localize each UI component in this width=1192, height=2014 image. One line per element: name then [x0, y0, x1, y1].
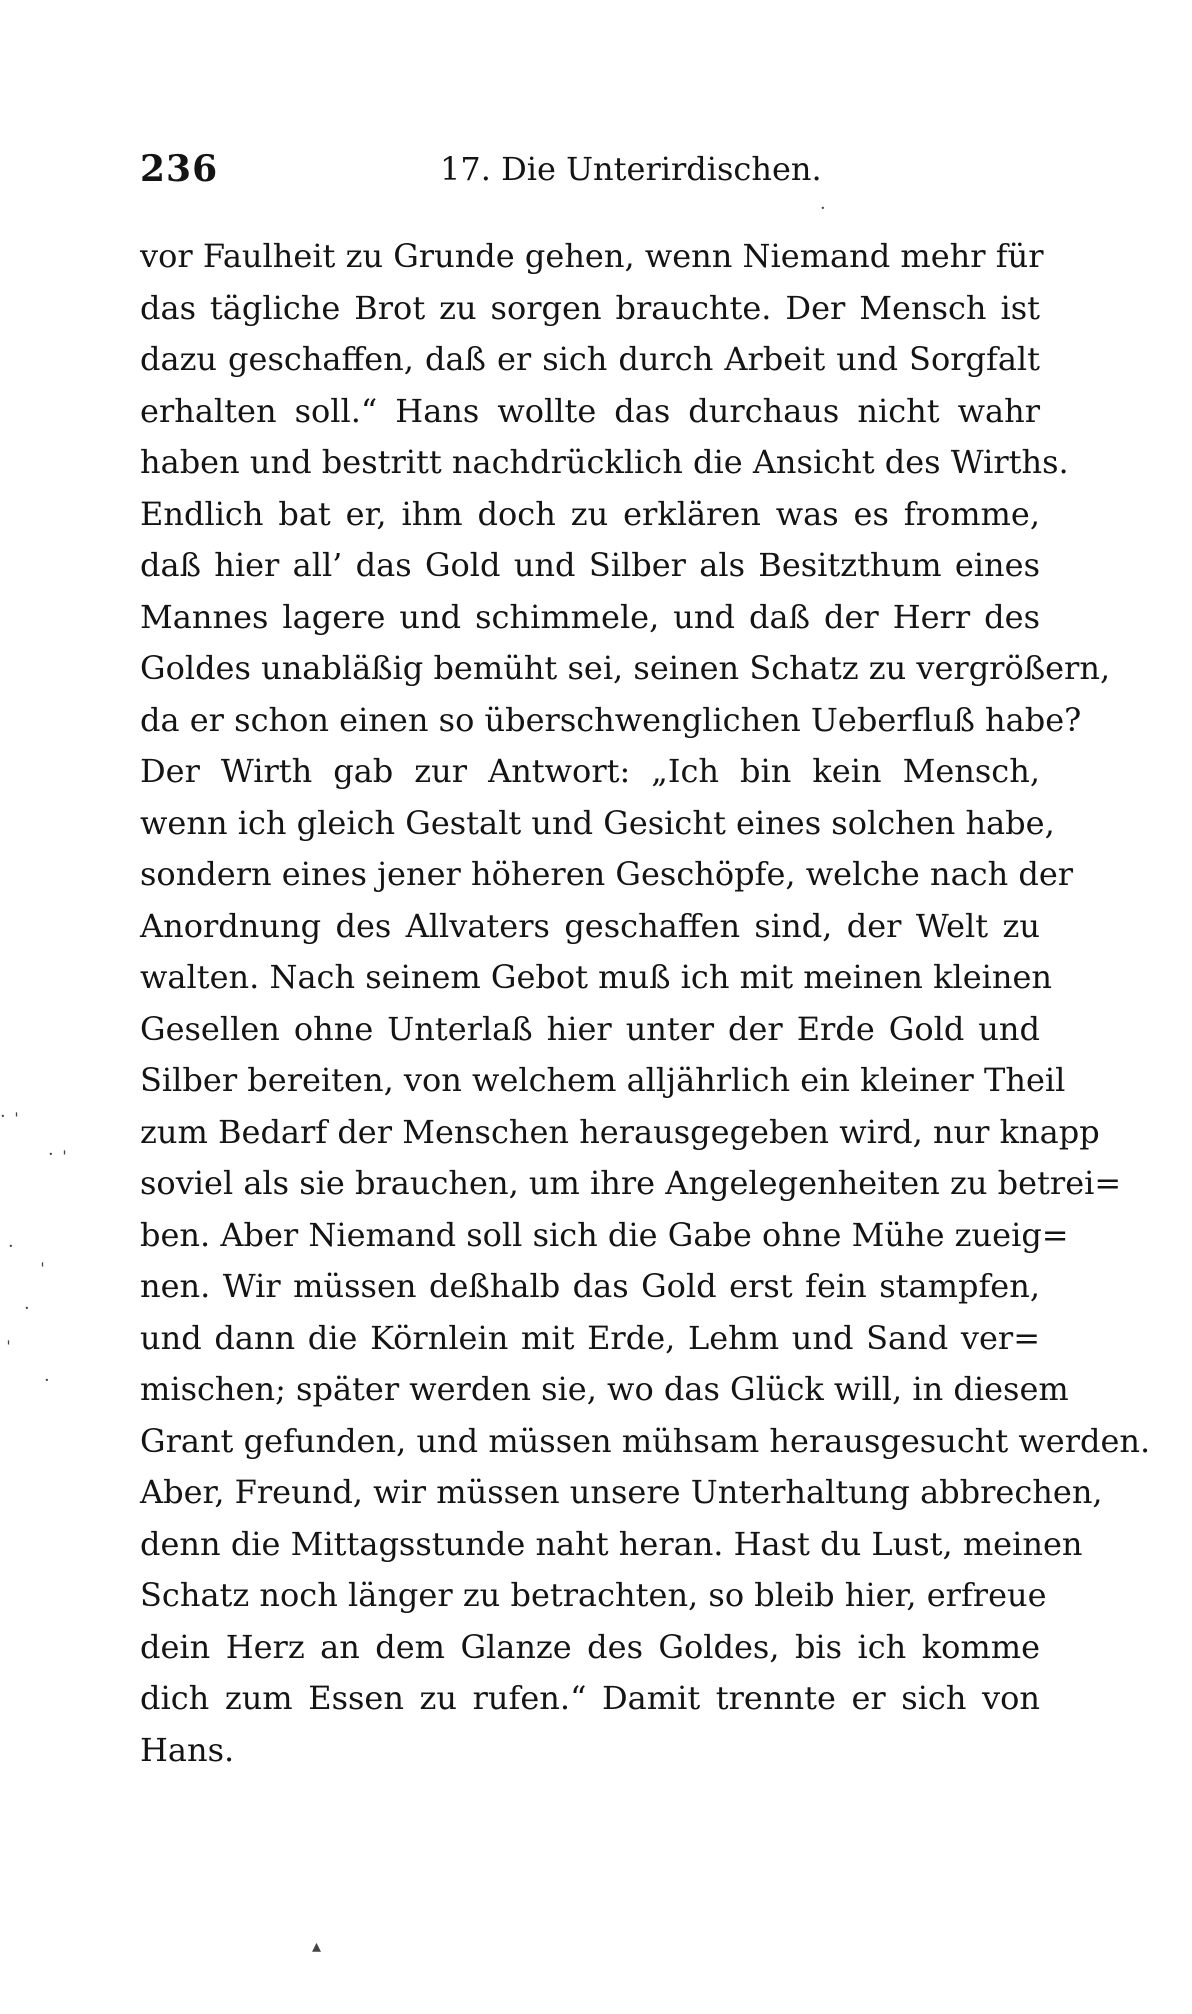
text-line: zum Bedarf der Menschen herausgegeben wird, nur knapp — [140, 1112, 1100, 1151]
text-line: mischen; später werden sie, wo das Glück will, in diesem — [140, 1370, 1069, 1408]
text-line: nen. Wir müssen deßhalb das Gold erst fein stampfen, — [140, 1267, 1040, 1305]
text-line: soviel als sie brauchen, um ihre Angelegenheiten zu betrei= — [140, 1164, 1122, 1202]
text-line: das tägliche Brot zu sorgen brauchte. Der Mensch ist — [140, 288, 1040, 327]
scan-speck: · — [0, 1106, 6, 1127]
text-line: Anordnung des Allvaters geschaffen sind, der Welt zu — [140, 906, 1040, 945]
text-line: vor Faulheit zu Grunde gehen, wenn Niemand mehr für — [140, 237, 1044, 275]
text-line: daß hier all’ das Gold und Silber als Besitzthum eines — [140, 546, 1040, 584]
scan-speck: ▴ — [312, 1936, 322, 1957]
text-line: dazu geschaffen, daß er sich durch Arbeit und Sorgfalt — [140, 340, 1040, 378]
text-line: Schatz noch länger zu betrachten, so bleib hier, erfreue — [140, 1576, 1047, 1614]
page-number: 236 — [140, 148, 219, 190]
text-line: denn die Mittagsstunde naht heran. Hast du Lust, meinen — [140, 1524, 1083, 1563]
text-line: Silber bereiten, von welchem alljährlich ein kleiner Theil — [140, 1061, 1066, 1099]
text-line: walten. Nach seinem Gebot muß ich mit meinen kleinen — [140, 958, 1053, 996]
text-line: Hans. — [140, 1730, 235, 1769]
scan-speck: · — [24, 1298, 30, 1319]
body-text — [140, 231, 1151, 1776]
scan-speck: ˈ — [62, 1148, 67, 1169]
text-line: dein Herz an dem Glanze des Goldes, bis ich komme — [140, 1627, 1040, 1666]
scan-speck: · — [48, 1144, 54, 1165]
text-line: haben und bestritt nachdrücklich die Ansicht des Wirths. — [140, 443, 1069, 481]
text-line: Mannes lagere und schimmele, und daß der Herr des — [140, 597, 1040, 636]
scan-speck: ˈ — [6, 1338, 11, 1359]
scan-speck: · — [820, 198, 826, 219]
text-line: und dann die Körnlein mit Erde, Lehm und Sand ver= — [140, 1318, 1040, 1357]
scan-speck: · — [8, 1236, 14, 1257]
text-line: Grant gefunden, und müssen mühsam herausgesucht werden. — [140, 1421, 1151, 1460]
text-line: da er schon einen so überschwenglichen Ueberfluß habe? — [140, 700, 1082, 739]
text-line: Der Wirth gab zur Antwort: „Ich bin kein Mensch, — [140, 752, 1040, 790]
text-line: wenn ich gleich Gestalt und Gesicht eines solchen habe, — [140, 803, 1055, 842]
text-line: dich zum Essen zu rufen.“ Damit trennte er sich von — [140, 1679, 1040, 1717]
text-line: Aber, Freund, wir müssen unsere Unterhaltung abbrechen, — [140, 1473, 1103, 1511]
scan-speck: · — [44, 1370, 50, 1391]
text-line: sondern eines jener höheren Geschöpfe, welche nach der — [140, 855, 1074, 893]
scan-speck: ˈ — [14, 1110, 19, 1131]
text-line: ben. Aber Niemand soll sich die Gabe ohne Mühe zueig= — [140, 1215, 1069, 1254]
running-title: 17. Die Unterirdischen. — [440, 150, 822, 188]
text-line: Endlich bat er, ihm doch zu erklären was es fromme, — [140, 494, 1040, 533]
text-line: Gesellen ohne Unterlaß hier unter der Erde Gold und — [140, 1009, 1040, 1048]
text-line: Goldes unabläßig bemüht sei, seinen Schatz zu vergrößern, — [140, 649, 1111, 687]
text-line: erhalten soll.“ Hans wollte das durchaus nicht wahr — [140, 391, 1040, 430]
scan-speck: ˈ — [40, 1260, 45, 1281]
